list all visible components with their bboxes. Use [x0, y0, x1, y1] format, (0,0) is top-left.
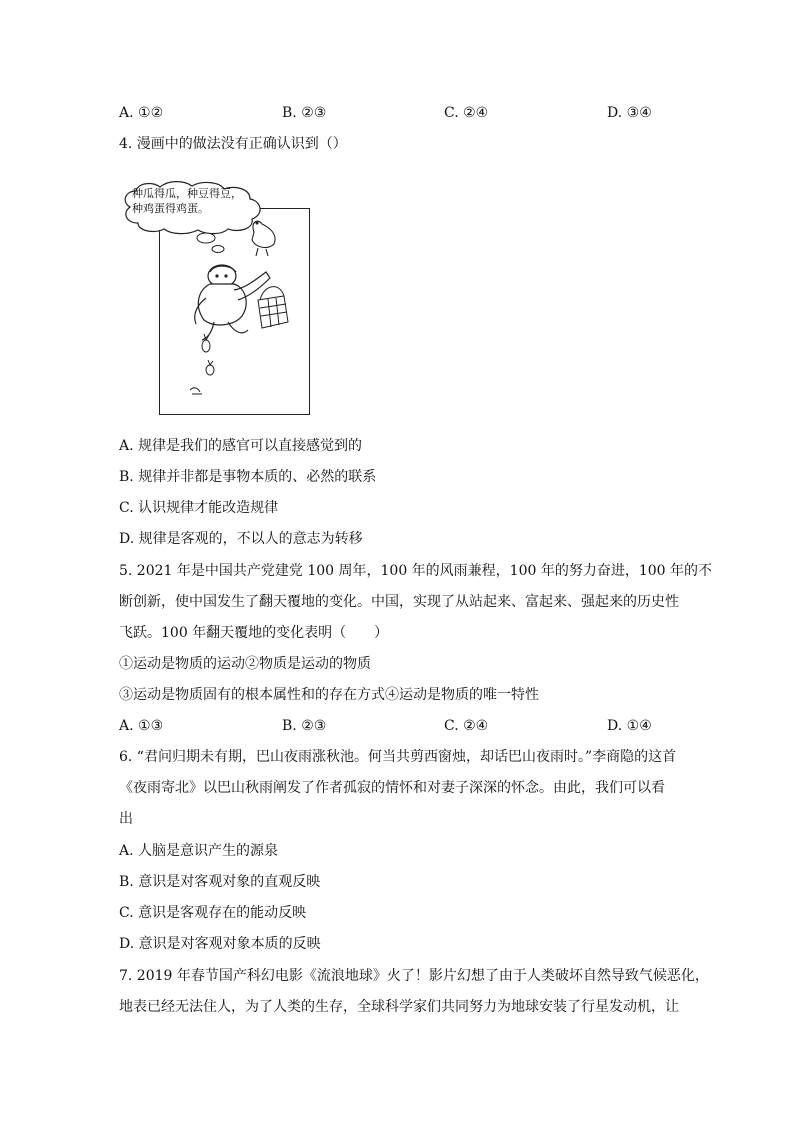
bubble-line-1: 种瓜得瓜，种豆得豆，	[132, 187, 242, 200]
farmer-drawing	[118, 172, 314, 418]
q4-option-c: C. 认识规律才能改造规律	[119, 500, 279, 516]
q6-stem-line-2: 《夜雨寄北》以巴山秋雨阐发了作者孤寂的情怀和对妻子深深的怀念。由此，我们可以看	[119, 780, 665, 796]
q5-stem-line-2: 断创新，使中国发生了翻天覆地的变化。中国，实现了从站起来、富起来、强起来的历史性	[119, 594, 679, 610]
cartoon-illustration	[118, 172, 314, 418]
q4-option-d: D. 规律是客观的，不以人的意志为转移	[119, 531, 363, 547]
hen-figure	[252, 221, 275, 256]
q3-option-d: D. ③④	[607, 105, 652, 121]
q6-option-d: D. 意识是对客观对象本质的反映	[119, 936, 321, 952]
q4-option-b: B. 规律并非都是事物本质的、必然的联系	[119, 469, 377, 485]
planted-eggs	[190, 334, 214, 394]
q3-option-a: A. ①②	[119, 105, 164, 121]
q5-option-a: A. ①③	[119, 718, 164, 734]
q5-option-c: C. ②④	[444, 718, 489, 734]
q5-stem-line-1: 5. 2021 年是中国共产党建党 100 周年，100 年的风雨兼程，100 年的努力奋进，100 年的不	[119, 563, 713, 579]
q7-stem-line-2: 地表已经无法住人，为了人类的生存，全球科学家们共同努力为地球安装了行星发动机，让	[119, 999, 679, 1015]
q6-stem-line-3: 出	[119, 811, 133, 827]
q5-option-d: D. ①④	[607, 718, 652, 734]
q5-statement-1: ①运动是物质的运动②物质是运动的物质	[119, 656, 371, 672]
q6-stem-line-1: 6. “君问归期未有期，巴山夜雨涨秋池。何当共剪西窗烛，却话巴山夜雨时。”李商隐的这首	[119, 749, 677, 765]
egg-basket	[258, 287, 288, 328]
q7-stem-line-1: 7. 2019 年春节国产科幻电影《流浪地球》火了！影片幻想了由于人类破坏自然导致气候恶化，	[119, 968, 709, 984]
q3-option-c: C. ②④	[444, 105, 489, 121]
q5-statement-2: ③运动是物质固有的根本属性和的存在方式④运动是物质的唯一特性	[119, 687, 539, 703]
q6-option-b: B. 意识是对客观对象的直观反映	[119, 874, 321, 890]
q5-stem-line-3: 飞跃。100 年翻天覆地的变化表明（ ）	[119, 625, 389, 641]
bubble-line-2: 种鸡蛋得鸡蛋。	[132, 202, 209, 215]
q5-option-b: B. ②③	[282, 718, 327, 734]
q6-option-a: A. 人脑是意识产生的源泉	[119, 843, 279, 859]
q6-option-c: C. 意识是客观存在的能动反映	[119, 905, 307, 921]
q4-stem: 4. 漫画中的做法没有正确认识到（）	[119, 136, 347, 152]
q4-option-a: A. 规律是我们的感官可以直接感觉到的	[119, 438, 363, 454]
q3-option-b: B. ②③	[282, 105, 327, 121]
